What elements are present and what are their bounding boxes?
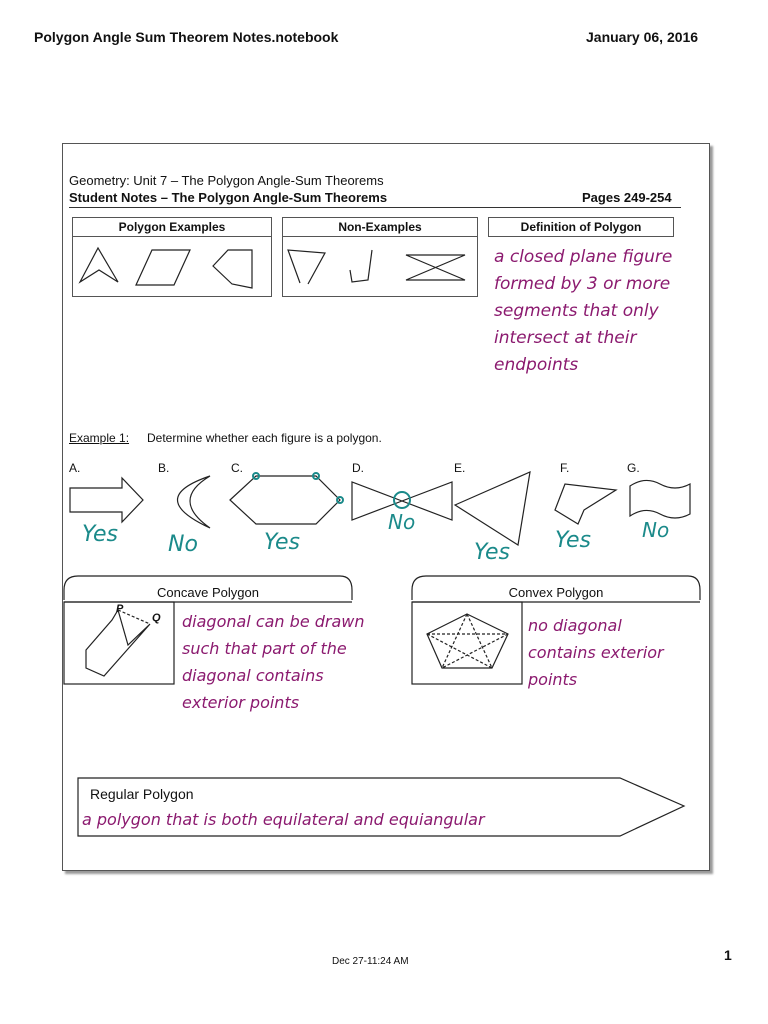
pentagon-diagonal-1 xyxy=(467,614,492,668)
convex-handwriting xyxy=(528,612,664,693)
concave-line-2: such that part of the xyxy=(182,639,347,658)
arrow-figure xyxy=(70,478,143,522)
convex-line-1: no diagonal xyxy=(528,616,622,635)
figure-letter-f: F. xyxy=(560,461,570,475)
answer-d: No xyxy=(388,510,416,534)
convex-line-3: points xyxy=(528,670,578,689)
concave-point-p: P xyxy=(116,603,124,615)
flag-figure xyxy=(630,480,690,518)
concave-line-3: diagonal contains xyxy=(182,666,324,685)
pentagon-diagonal-5 xyxy=(442,634,508,668)
page-number: 1 xyxy=(724,947,732,963)
concave-title: Concave Polygon xyxy=(157,585,259,600)
arrowhead-polygon xyxy=(80,248,118,282)
figure-letter-g: G. xyxy=(627,461,640,475)
answer-e: Yes xyxy=(474,540,511,565)
convex-title: Convex Polygon xyxy=(508,585,604,600)
answer-b: No xyxy=(168,532,198,557)
pentagon-diagonal-2 xyxy=(442,614,467,668)
open-angle-shape xyxy=(350,250,372,282)
concave-handwriting xyxy=(182,608,365,716)
non-examples-label: Non-Examples xyxy=(283,218,477,237)
notes-title: Student Notes – The Polygon Angle-Sum Theorems xyxy=(69,190,388,205)
hexagon-figure xyxy=(230,476,340,524)
definition-line-5: endpoints xyxy=(494,355,579,375)
definition-line-1: a closed plane figure xyxy=(494,247,673,267)
example-prompt: Determine whether each figure is a polygon. xyxy=(147,431,382,445)
bowtie-crossing-shape xyxy=(406,255,465,280)
concave-point-q: Q xyxy=(152,612,161,624)
notched-figure xyxy=(555,484,616,524)
open-triangle-shape xyxy=(288,250,325,284)
answer-c: Yes xyxy=(264,530,301,555)
crescent-figure xyxy=(178,476,211,528)
page-date: January 06, 2016 xyxy=(586,29,699,45)
answer-f: Yes xyxy=(555,528,592,553)
definition-handwriting xyxy=(494,244,672,379)
unit-title: Geometry: Unit 7 – The Polygon Angle-Sum Theorems xyxy=(69,173,384,188)
answer-g: No xyxy=(642,518,670,542)
polygon-examples-label: Polygon Examples xyxy=(73,218,271,237)
figure-letter-c: C. xyxy=(231,461,243,475)
concave-line-4: exterior points xyxy=(182,693,300,712)
convex-pentagon xyxy=(427,614,508,668)
quadrilateral-figure xyxy=(455,472,530,545)
notebook-title: Polygon Angle Sum Theorem Notes.notebook xyxy=(34,29,339,45)
figure-letter-d: D. xyxy=(352,461,364,475)
figure-letter-a: A. xyxy=(69,461,81,475)
convex-line-2: contains exterior xyxy=(528,643,664,662)
bowtie-crossing-mark xyxy=(394,492,410,508)
definition-label: Definition of Polygon xyxy=(488,217,674,237)
pages-label: Pages 249-254 xyxy=(582,190,672,205)
pentagon-diagonal-4 xyxy=(427,634,492,668)
parallelogram-polygon xyxy=(136,250,190,285)
concave-line-1: diagonal can be drawn xyxy=(182,612,365,631)
footer-timestamp: Dec 27-11:24 AM xyxy=(332,956,409,967)
definition-line-2: formed by 3 or more xyxy=(494,274,671,294)
definition-line-4: intersect at their xyxy=(494,328,637,348)
pentagon-polygon xyxy=(213,250,252,288)
example-label: Example 1: xyxy=(69,431,130,445)
definition-line-3: segments that only xyxy=(494,301,659,321)
figure-letter-b: B. xyxy=(158,461,170,475)
figure-letter-e: E. xyxy=(454,461,466,475)
concave-polygon xyxy=(86,610,150,676)
answer-a: Yes xyxy=(82,522,119,547)
regular-title: Regular Polygon xyxy=(90,786,194,802)
regular-handwriting: a polygon that is both equilateral and equiangular xyxy=(82,810,485,829)
